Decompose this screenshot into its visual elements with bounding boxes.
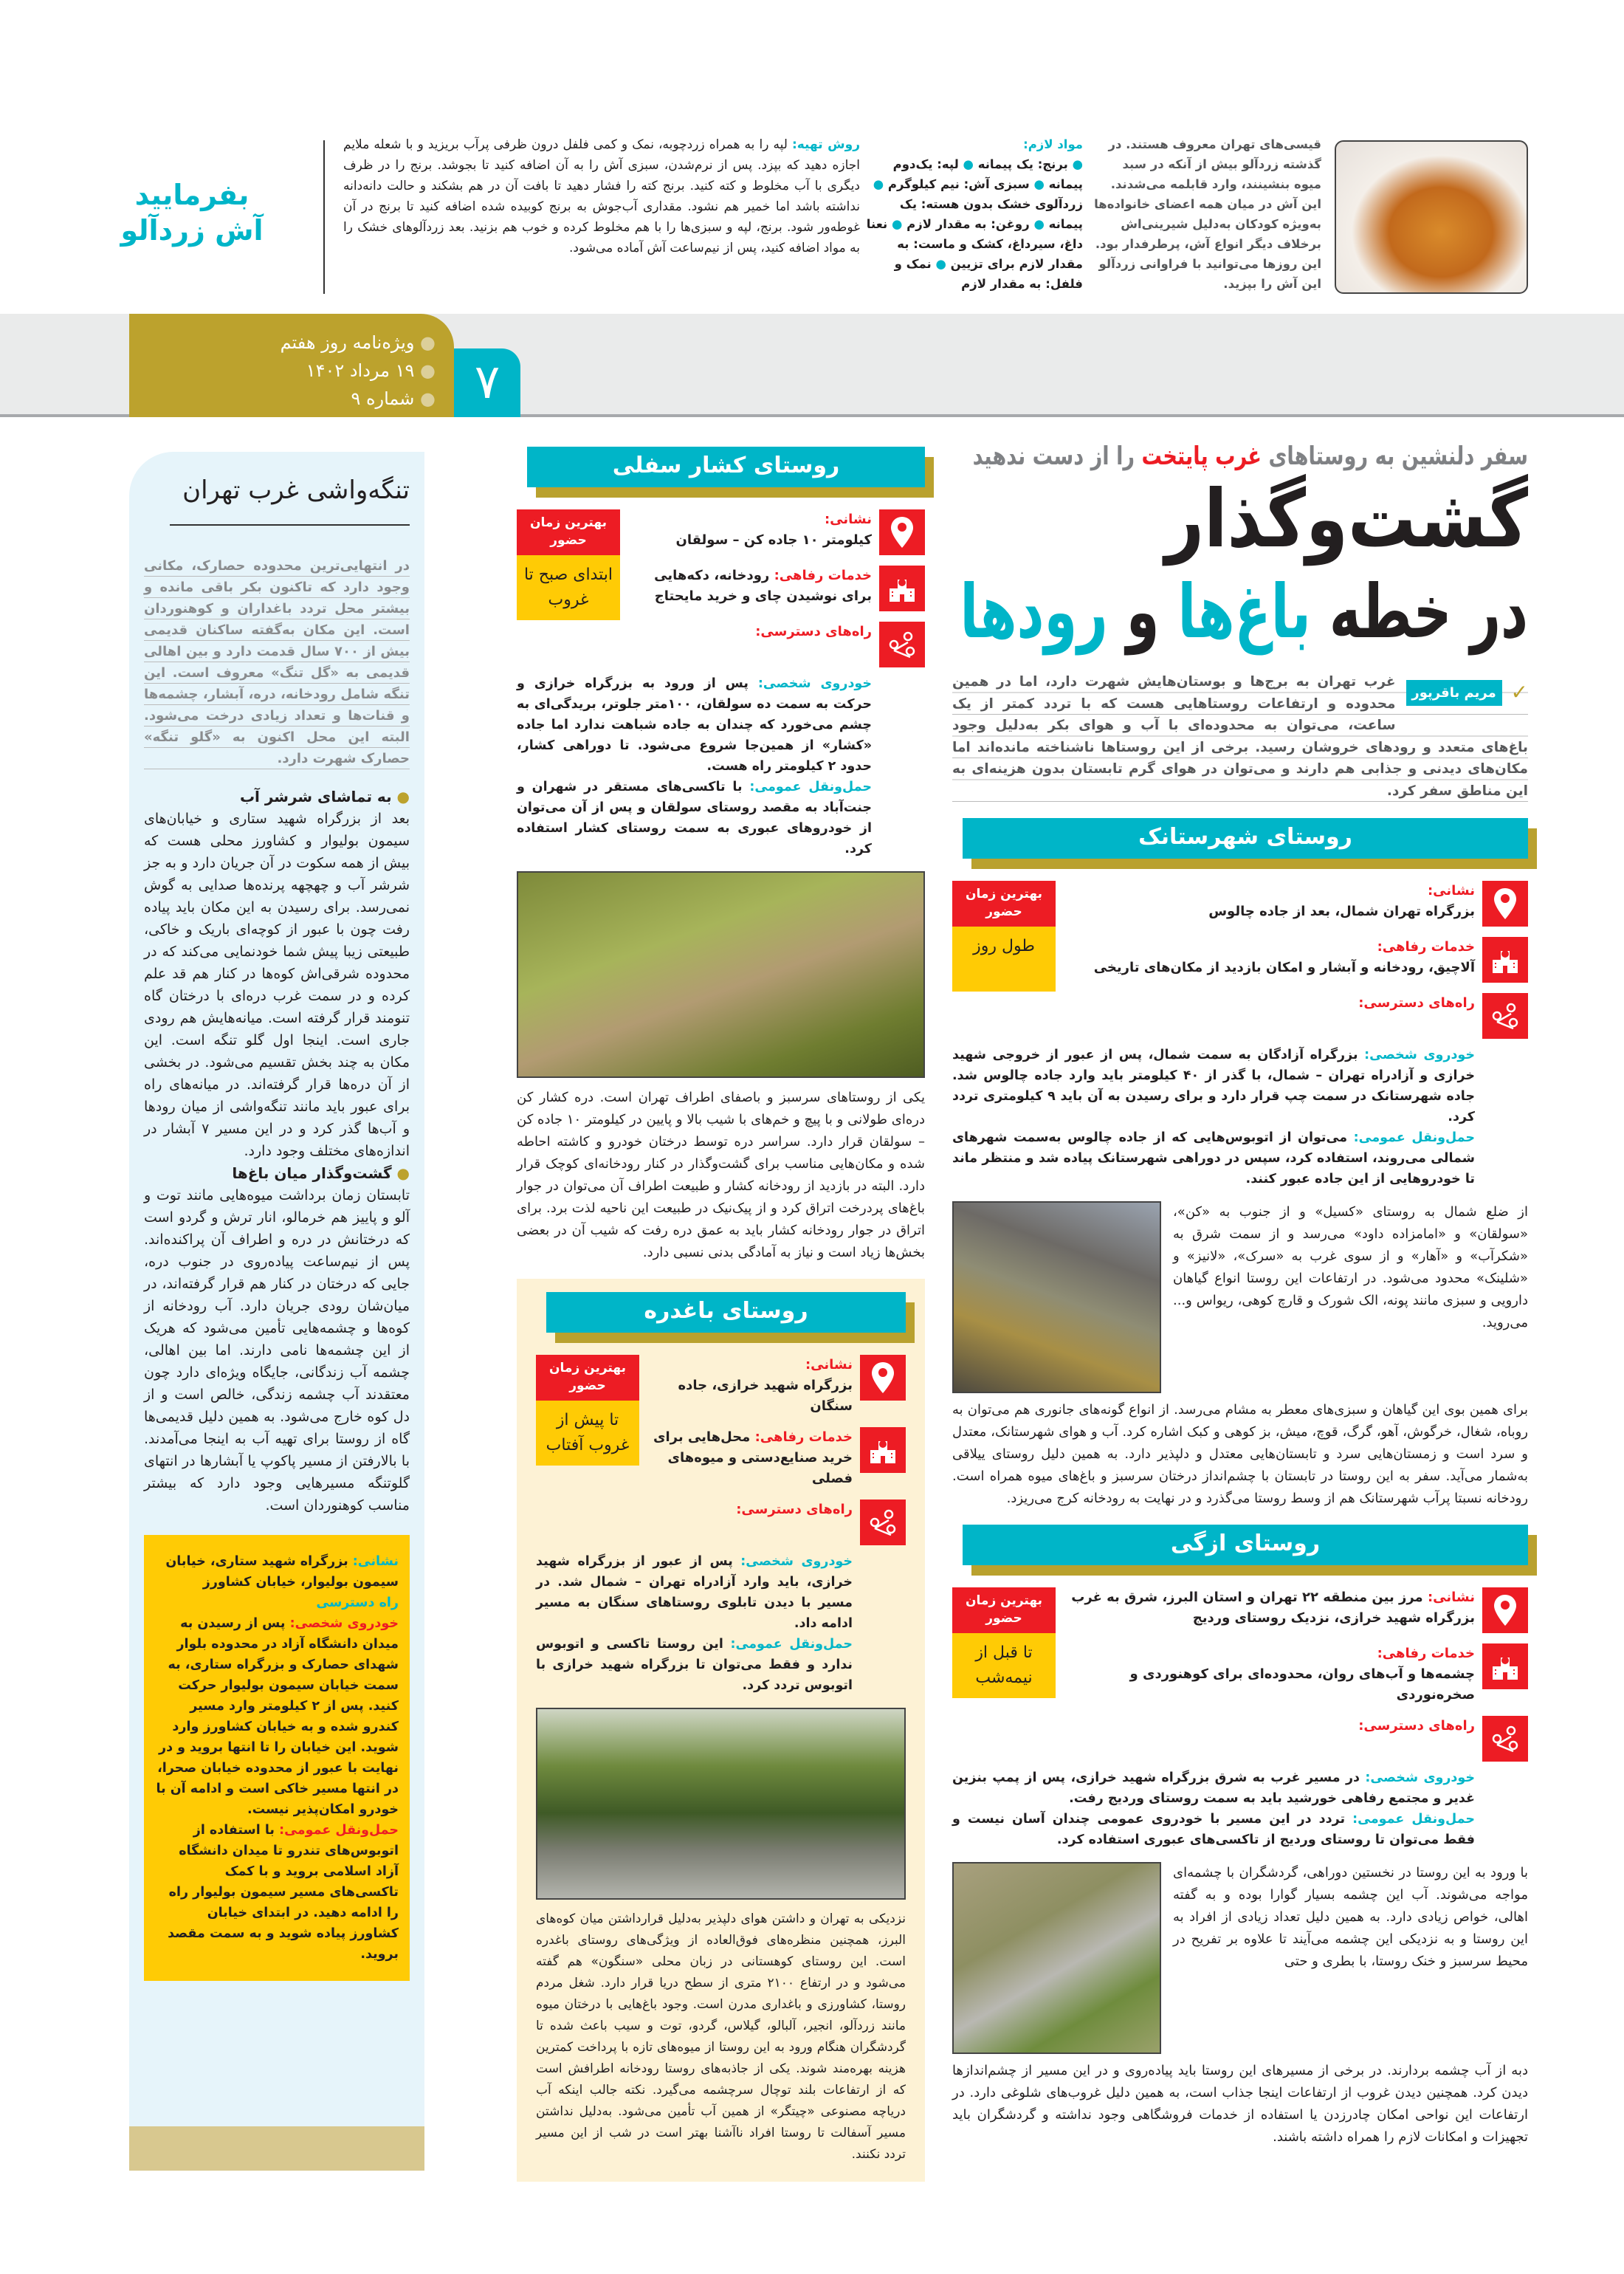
village-kashar xyxy=(517,447,925,1264)
location-pin-icon xyxy=(1482,1587,1528,1633)
sidebar-tangevashi xyxy=(129,452,424,2126)
access-label: راه‌های دسترسی: xyxy=(1358,1718,1475,1734)
building-icon xyxy=(1482,1643,1528,1689)
ingredient: زردآلوی خشک بدون هسته: یک پیمانه xyxy=(899,197,1083,231)
ingredient: لپه: یک‌دوم پیمانه xyxy=(892,157,1083,191)
info-block xyxy=(536,1355,906,1545)
intro-line: درخت می‌شود. البته این محل اکنون به «گلو xyxy=(144,708,410,745)
lead-line: روستاها ناشناخته مانده‌اند اما مکان‌های دیدنی و جذابی هم دارند و می‌توان در هوای گرم تابستان xyxy=(952,739,1528,777)
location-pin-icon xyxy=(1482,881,1528,927)
issue-date: ۱۹ مرداد ۱۴۰۲ xyxy=(306,360,415,381)
amenities-row xyxy=(630,566,925,611)
building-icon xyxy=(860,1427,906,1473)
amenities-text: آلاچیق، رودخانه و آبشار و امکان بازدید از مکان‌های تاریخی xyxy=(1093,960,1475,975)
baghdare-box xyxy=(517,1279,925,2182)
lead-line: محدوده‌ای با آب و هوای بکر به‌دلیل وجود باغ‌های متعدد و رودهای خروشان رسید. برخی از این xyxy=(952,718,1528,755)
shahrestanak-body-side: از ضلع شمال به روستای «کسیل» و از جنوب به «کن»، «سولقان» و «امامزاده داود» می‌رسد و از سمت شرق به «شکرآب» و «آهار» و از سوی غرب به «سرک»، «لانیز» و «شلینک» محدود می‌شود. در ارتفاعات این روستا انواع گیاهان دارویی و سبزی مانند پونه، الک شورک و قارچ کوهی، ریواس و... می‌روید. xyxy=(1173,1204,1528,1330)
route-icon xyxy=(1482,993,1528,1039)
recipe-intro xyxy=(1093,134,1321,294)
recipe-title-line2: آش زردآلو xyxy=(120,214,264,247)
intro-line: قدمت دارد و بین اهالی قدیمی به «گل تنگ» xyxy=(144,644,410,681)
route-icon xyxy=(1482,1716,1528,1762)
car-text: پس از ورود به بزرگراه خرازی و حرکت به سمت ده سولقان، ۱۰۰متر جلوتر، بریدگی‌ای به چشم می‌خورد که چندان به جاده شباهت ندارد اما جاده «کشار» از همین‌جا شروع می‌شود. تا دوراهی کشار، حدود ۲ کیلومتر راه هست. xyxy=(517,676,872,774)
intro-line: محل تردد باغداران و کوهنوردان است. این xyxy=(144,601,410,638)
section-title-baghdare: روستای باغدره xyxy=(546,1292,906,1333)
access-row xyxy=(630,622,925,667)
amenities-text: رودخانه، دکه‌هایی برای نوشیدن چای و خرید مایحتاج xyxy=(654,568,872,604)
photo-row xyxy=(952,1201,1528,1393)
best-time-baghdare xyxy=(536,1355,639,1466)
baghdare-photo xyxy=(536,1708,906,1900)
car-text: بزرگراه آزادگان به سمت شمال، پس از عبور از خروجی شهید خرازی و آزادراه تهران – شمال، با گذر از ۴۰ کیلومتر باید وارد جاده چالوس شد. جاده شهرستانک در سمت چپ قرار دارد و برای رسیدن به آن باید ۹ کیلومتری تردد کرد. xyxy=(952,1048,1475,1124)
car-label: خودروی شخصی: xyxy=(1364,1048,1476,1062)
access-label: راه‌های دسترسی: xyxy=(1358,995,1475,1011)
photo-row xyxy=(952,1862,1528,2054)
ingredients-label: مواد لازم: xyxy=(1023,137,1083,151)
amenities-text: محل‌هایی برای خرید صنایع‌دستی و میوه‌های فصلی xyxy=(653,1429,853,1486)
section-title-kashar: روستای کشار سفلی xyxy=(527,447,925,487)
shahrestanak-body: برای همین بوی این گیاهان و سبزی‌های معطر به مشام می‌رسد. از انواع گونه‌های جانوری هم می‌توان به روباه، شغال، خرگوش، آهو، گرگ، قوچ، میش، بز کوهی و کبک اشاره کرد. آب و هوای شهرستانک، معتدل و سرد است و زمستان‌هایی سرد و تابستان‌هایی معتدل و دلپذیر دارد. به همین دلیل روستای ییلاقی به‌شمار می‌آید. سفر به این روستا در تابستان با چشم‌انداز درختان سرسبز و باغ‌های میوه همراه است. رودخانه نسبتا پرآب شهرستانک هم از وسط روستا می‌گذرد و در نهایت به رودخانه کرج می‌ریزد. xyxy=(952,1402,1528,1506)
car-label: خودروی شخصی: xyxy=(757,676,873,691)
location-pin-icon xyxy=(860,1355,906,1401)
access-label: راه‌های دسترسی: xyxy=(736,1502,853,1517)
ingredient: روغن: به مقدار لازم xyxy=(906,217,1030,231)
amenities-text: چشمه‌ها و آب‌های روان، محدوده‌ای برای کوهنوردی و صخره‌نوردی xyxy=(1129,1666,1475,1703)
recipe-intro-text: قیسی‌های تهران معروف هستند. در گذشته زردآلو بیش از آنکه در سبد میوه بنشینند، وارد قابلمه می‌شدند. این آش در میان همه اعضای خانواده‌ها به‌ویژه کودکان به‌دلیل شیرینی‌اش برخلاف دیگر انواع آش، پرطرفدار بود. این روزها می‌توانید با فراوانی زردآلو این آش را بپزید. xyxy=(1094,137,1321,291)
best-time-value: تا پیش از غروب آفتاب xyxy=(536,1401,639,1466)
paragraph: بعد از بزرگراه شهید ستاری و خیابان‌های سیمون بولیوار و کشاورز محلی هست که بیش از همه سکوت در آن جریان دارد و به جز شرشر آب و چهچهه پرنده‌ها صدایی به گوش نمی‌رسد. برای رسیدن به این مکان باید پیاده رفت چون با عبور از کوچه‌ای باریک و خاکی، طبیعتی زیبا پیش شما خودنمایی می‌کند که در محدوده شرقی‌اش کوه‌ها در کنار هم قد علم کرده و در سمت غرب دره‌ای با درختان گاه تنومند قرار گرفته است. میانه‌هایش هم رودی جاری است. اینجا اول گلو تنگه است. این مکان به چند بخش تقسیم می‌شود. در بخشی از آن دره‌ها قرار گرفته‌اند. در میانه‌های راه برای عبور باید مانند تنگه‌واشی از میان رودها و آب‌ها گذر کرد و در این مسیر ۷ آبشار در اندازه‌های مختلف وجود دارد. xyxy=(144,811,410,1159)
access-row xyxy=(1066,993,1528,1039)
supplement-name: ویژه‌نامه روز هفتم xyxy=(280,332,415,353)
best-time-value: تا قبل از نیمه‌شب xyxy=(952,1633,1056,1698)
recipe-title xyxy=(118,177,266,248)
address-row xyxy=(630,509,925,555)
best-time-kashar xyxy=(517,509,620,620)
kicker-text: را از دست ندهید xyxy=(972,442,1142,471)
car-text: پس از عبور از بزرگراه شهید خرازی، باید وارد آزادراه تهران – شمال شد. در مسیر با دیدن تابلوی روستاهای سنگان به مسیر ادامه داد. xyxy=(536,1554,853,1631)
address-row xyxy=(1066,1587,1528,1633)
public-label: حمل‌ونقل عمومی: xyxy=(1353,1130,1475,1145)
sidebar-title: تنگه‌واشی غرب تهران xyxy=(182,475,410,505)
headline-part: در خطه xyxy=(1310,568,1528,655)
car-label: خودروی شخصی: xyxy=(740,1554,853,1569)
access-row xyxy=(650,1500,906,1545)
intro-line: معروف است. این تنگه شامل رودخانه، دره، xyxy=(144,665,410,702)
public-text: تردد در این مسیر با خودروی عمومی چندان آسان نیست و فقط می‌توان تا روستای وردیج از تاکسی‌های عبوری استفاده کرد. xyxy=(952,1812,1475,1847)
village-shahrestanak xyxy=(952,818,1528,1510)
address-label: نشانی: xyxy=(352,1554,399,1569)
section-title-shahrestanak: روستای شهرستانک xyxy=(963,818,1528,859)
address-row xyxy=(1066,881,1528,927)
kashar-photo xyxy=(517,871,925,1078)
baghdare-body: نزدیکی به تهران و داشتن هوای دلپذیر به‌دلیل قرارداشتن میان کوه‌های البرز، همچنین منظره‌های فوق‌العاده از ویژگی‌های روستای باغدره است. این روستای کوهستانی در زبان محلی «سنگون» هم گفته می‌شود و در ارتفاع ۲۱۰۰ متری از سطح دریا قرار دارد. شغل مردم روستا، کشاورزی و باغداری مدرن است. وجود باغ‌هایی با درختان میوه مانند زردآلو، انجیر، آلبالو، گیلاس، گردو، توت و سیب باعث شده تا گردشگران هنگام ورود به این روستا از میوه‌های تازه با پرداخت کمترین هزینه بهره‌مند شوند. یکی از جاذبه‌های روستا رودخانه اطرافش است که از ارتفاعات بلند توچال سرچشمه می‌گیرد. نکته جالب اینکه آب دریاچه مصنوعی «چیتگر» از همین آب تأمین می‌شود. به‌دلیل نداشتن مسیر آسفالت تا روستا افراد ناآشنا بهتر است در شب از این مسیر تردد نکنند. xyxy=(536,1911,906,2162)
ingredient: نعنا داغ، سیرداغ، کشک و ماست: به مقدار لازم برای تزیین xyxy=(866,217,1083,271)
kashar-body: یکی از روستاهای سرسبز و باصفای اطراف تهران است. دره کشار کن دره‌ای طولانی و با پیچ و خم‌های با شیب بالا و پایین در کیلومتر ۱۰ جاده کن – سولقان قرار دارد. سراسر دره توسط درختان خودرو و کاشته احاطه شده و مکان‌هایی مناسب برای گشت‌وگذار در کنار رودخانه‌ای کوچک قرار دارد. البته در بازدید از رودخانه کشار و طبیعت اطراف آن می‌توان در جوار باغ‌های پردرخت اتراق کرد و از پیک‌نیک در طبیعت این ناحیه لذت برد. برای اتراق در جوار رودخانه کشار باید به عمق دره رفت که شیب آن در بعضی بخش‌ها زیاد است و نیاز به آمادگی بدنی نسبی دارد. xyxy=(517,1090,925,1260)
divider xyxy=(170,524,410,526)
page-number: ۷ xyxy=(454,348,520,417)
access-details-shahrestanak xyxy=(952,1045,1475,1189)
car-label: خودروی شخصی: xyxy=(289,1616,399,1631)
address-label: نشانی: xyxy=(1427,1590,1475,1605)
intro-line: آبشار، چشمه‌ها و قنات‌ها و تعداد زیادی xyxy=(144,687,410,724)
address-text: بزرگراه شهید خرازی، جاده سنگان xyxy=(678,1378,853,1414)
access-details-baghdare xyxy=(536,1551,853,1696)
access-row xyxy=(1066,1716,1528,1762)
public-text: می‌توان از اتوبوس‌هایی که از جاده چالوس به‌سمت شهرهای شمالی می‌روند، استفاده کرد، سپس در دوراهی شهرستانک پیاده شد و منتظر ماند تا خودروهایی از این جاده عبور کنند. xyxy=(952,1130,1475,1186)
headline-line2 xyxy=(960,566,1528,658)
access-label: راه‌های دسترسی: xyxy=(755,624,872,639)
access-details-azgi xyxy=(952,1768,1475,1850)
intro-line: مکان به‌گفته ساکنان قدیمی بیش از ۷۰۰ سال xyxy=(144,622,410,659)
section-title-azgi: روستای ازگی xyxy=(963,1525,1528,1565)
address-label: نشانی: xyxy=(1427,883,1475,899)
car-label: خودروی شخصی: xyxy=(1365,1770,1475,1785)
method-text: لپه را به همراه زردچوبه، نمک و کمی فلفل درون ظرفی پرآب بریزید و با شعله ملایم اجازه دهید که بپزد. پس از نرم‌شدن، سبزی آش را به آن اضافه کنید تا بجوشد. برنج را در ظرف دیگری با آب مخلوط و کته کنید. برنج کته را فشار دهید تا بافت آن در هم بشکند و حالت دانه‌دانه نداشته باشد اما خمیر هم نشود. مقداری آب‌جوش به برنج کوبیده شده اضافه کنید تا برنج در آن غوطه‌ور شود. برنج، لپه و سبزی‌ها را با هم مخلوط کرده و خوب هم بزنید. بعد زردآلوهای خشک را به مواد اضافه کنید، پس از نیم‌ساعت آش آماده می‌شود. xyxy=(343,137,860,255)
best-time-value: طول روز xyxy=(952,927,1056,992)
address-label: نشانی: xyxy=(824,512,872,527)
author-tag: مریم باقرپور xyxy=(1406,680,1502,706)
check-icon: ✓ xyxy=(1510,680,1528,705)
lead-line: بدون هزینه‌ای به این مناطق سفر کرد. xyxy=(952,761,1528,799)
amenities-label: خدمات رفاهی: xyxy=(774,568,872,583)
amenities-label: خدمات رفاهی: xyxy=(1377,1646,1475,1661)
building-icon xyxy=(879,566,925,611)
public-text: این روستا تاکسی و اتوبوس ندارد و فقط می‌توان تا بزرگراه شهید خرازی با اتوبوس تردد کرد. xyxy=(536,1637,853,1693)
recipe-method xyxy=(343,134,860,258)
location-pin-icon xyxy=(879,509,925,555)
intro-line: در انتهایی‌ترین محدوده حصارک، مکانی xyxy=(144,558,410,574)
subheading: به تماشای شرشر آب xyxy=(239,788,392,805)
sidebar-wrapper xyxy=(129,452,424,2171)
best-time-label: بهترین زمان حضور xyxy=(952,1587,1056,1633)
shahrestanak-photo xyxy=(952,1201,1161,1393)
middle-column xyxy=(517,447,925,2182)
lead-paragraph xyxy=(952,671,1528,802)
amenities-row xyxy=(1066,1643,1528,1706)
sidebar-access-box xyxy=(144,1535,410,1981)
azgi-photo xyxy=(952,1862,1161,2054)
car-text: پس از رسیدن به میدان دانشگاه آزاد در محدوده بلوار شهدای حصارک و بزرگراه ستاری، به سمت خیابان سیمون بولیوار حرکت کنید. پس از ۲ کیلومتر وارد مسیر کندرو شده و به خیابان کشاورز وارد شوید. این خیابان را تا انتها بروید و در نهایت با عبور از محدوده خیابان صحرا، در انتها مسیر خاکی است و ادامه آن با خودرو امکان‌پذیر نیست. xyxy=(156,1616,399,1817)
route-icon xyxy=(879,622,925,667)
access-details-kashar xyxy=(517,673,872,859)
intro-line: وجود دارد که تاکنون بکر باقی مانده و بیشتر xyxy=(144,580,410,616)
issue-number: شماره ۹ xyxy=(351,388,415,409)
amenities-label: خدمات رفاهی: xyxy=(1377,939,1475,955)
public-text: با استفاده از اتوبوس‌های تندرو تا میدان دانشگاه آزاد اسلامی بروید و با کمک تاکسی‌های مسیر سیمون بولیوار راه را ادامه دهید. در ابتدای خیابان کشاورز پیاده شوید و به سمت مقصد بروید. xyxy=(168,1823,399,1962)
right-column xyxy=(952,439,1528,2163)
access-label: راه دسترسی xyxy=(316,1595,399,1610)
method-label: روش تهیه: xyxy=(791,137,860,152)
best-time-label: بهترین زمان حضور xyxy=(536,1355,639,1401)
public-text: با تاکسی‌های مستقر در شهران و جنت‌آباد به مقصد روستای سولقان و پس از آن می‌توان از خودروهای عبوری به سمت روستای کشار استفاده کرد. xyxy=(517,780,872,856)
sidebar-body: ● به تماشای شرشر آب بعد از بزرگراه شهید ستاری و خیابان‌های سیمون بولیوار و کشاورز محلی هست که بیش از همه سکوت در آن جریان دارد و به جز شرشر آب و چهچهه پرنده‌ها صدایی به گوش نمی‌رسد. برای رسیدن به این مکان باید پیاده رفت چون با عبور از کوچه‌ای باریک و خاکی، طبیعتی زیبا پیش شما خودنمایی می‌کند که در محدوده شرقی‌اش کوه‌ها در کنار هم قد علم کرده و در سمت غرب دره‌ای با درختان گاه تنومند قرار گرفته است. میانه‌هایش هم رودی جاری است. اینجا اول گلو تنگه است. این مکان به چند بخش تقسیم می‌شود. در بخشی از آن دره‌ها قرار گرفته‌اند. در میانه‌های راه برای عبور باید مانند تنگه‌واشی از میان رودها و آب‌ها گذر کرد و در این مسیر ۷ آبشار در اندازه‌های مختلف وجود دارد. ● گشت‌وگذار میان باغ‌ها تابستان زمان برداشت میوه‌هایی مانند توت و آلو و پاییز هم خرمالو، انار ترش و گردو است که درختانش در دره و اطراف آن پراکنده‌اند. پس از نیم‌ساعت پیاده‌روی در جنوب دره، جایی که درختان در کنار هم قرار گرفته‌اند، در میان‌شان رودی جریان دارد. آب رودخانه از کوه‌ها و چشمه‌هایی تأمین می‌شود که هریک از این چشمه‌ها نامی دارند. اما بین اهالی، چشمه آب زندگانی، جایگاه ویژه‌ای دارد چون معتقدند آب چشمه زندگی، خالص است و از دل کوه خارج می‌شود. به همین دلیل قدیمی‌ها گاه از روستا برای تهیه آب به اینجا می‌آمدند. با بالارفتن از مسیر پاکوپ یا آبشارها در انتهای گلوتنگه مسیرهایی وجود دارد که بیشتر مناسب کوهنوردان است. xyxy=(144,786,410,1516)
headline-kicker xyxy=(972,439,1528,473)
address-text: مرز بین منطقه ۲۲ تهران و استان البرز، شرق به غرب بزرگراه شهید خرازی، نزدیک روستای وردیج xyxy=(1071,1590,1475,1626)
public-label: حمل‌ونقل عمومی: xyxy=(749,780,872,794)
recipe-title-line1: بفرمایید xyxy=(134,179,250,211)
lead-line: و ارتفاعات روستاهایی هست که با تردد کمتر از یک ساعت، می‌توان به xyxy=(952,695,1396,733)
amenities-label: خدمات رفاهی: xyxy=(754,1429,853,1445)
public-label: حمل‌ونقل عمومی: xyxy=(730,1637,853,1652)
kicker-highlight: غرب پایتخت xyxy=(1141,442,1262,471)
bracket-divider xyxy=(323,140,325,294)
headline-highlight: رودها xyxy=(960,568,1108,655)
lead-line: غرب تهران به برج‌ها و بوستان‌هایش شهرت دارد، اما در همین محدوده xyxy=(952,674,1396,712)
issue-info: ● ویژه‌نامه روز هفتم ● ۱۹ مرداد ۱۴۰۲ ● شماره ۹ xyxy=(129,314,454,417)
amenities-row xyxy=(650,1427,906,1489)
best-time-label: بهترین زمان حضور xyxy=(952,881,1056,927)
ash-photo xyxy=(1335,140,1528,294)
amenities-row xyxy=(1066,937,1528,983)
public-label: حمل‌ونقل عمومی: xyxy=(279,1823,399,1838)
best-time-value: ابتدای صبح تا غروب xyxy=(517,555,620,620)
paragraph: تابستان زمان برداشت میوه‌هایی مانند توت و آلو و پاییز هم خرمالو، انار ترش و گردو است که درختانش در دره و اطراف آن پراکنده‌اند. پس از نیم‌ساعت پیاده‌روی در جنوب دره، جایی که درختان در کنار هم قرار گرفته‌اند، در میان‌شان رودی جریان دارد. آب رودخانه از کوه‌ها و چشمه‌هایی تأمین می‌شود که هریک از این چشمه‌ها نامی دارند. اما بین اهالی، چشمه آب زندگانی، جایگاه ویژه‌ای دارد چون معتقدند آب چشمه زندگی، خالص است و از دل کوه خارج می‌شود. به همین دلیل قدیمی‌ها گاه از روستا برای تهیه آب به اینجا می‌آمدند. با بالارفتن از مسیر پاکوپ یا آبشارها در انتهای گلوتنگه مسیرهایی وجود دارد که بیشتر مناسب کوهنوردان است. xyxy=(144,1187,410,1514)
best-time-shahrestanak xyxy=(952,881,1056,992)
kicker-text: سفر دلنشین به روستاهای xyxy=(1262,442,1528,471)
address-text: بزرگراه شهید ستاری، خیابان سیمون بولیوار، خیابان کشاورز xyxy=(165,1554,399,1590)
azgi-body-side: با ورود به این روستا در نخستین دوراهی، گردشگران با چشمه‌ای مواجه می‌شوند. آب این چشمه بسیار گوارا بوده و به گفته اهالی، خواص زیادی دارد. به همین دلیل تعداد زیادی از افراد به این روستا و به نزدیکی این چشمه می‌آیند تا علاوه بر تفریح در محیط سرسبز و خنک روستا، با بطری و حتی xyxy=(1173,1865,1528,1969)
subheading: گشت‌وگذار میان باغ‌ها xyxy=(232,1164,392,1182)
headline-part: و xyxy=(1107,568,1178,655)
intro-line: تنگه» حصارک شهرت دارد. xyxy=(144,729,410,766)
headline-line1: گشت‌وگذار xyxy=(1165,473,1528,566)
headline-highlight: باغ‌ها xyxy=(1177,568,1311,655)
route-icon xyxy=(860,1500,906,1545)
ingredient: سبزی آش: نیم کیلوگرم xyxy=(887,177,1030,191)
recipe-ingredients: مواد لازم: ● برنج: یک پیمانه ● لپه: یک‌دوم پیمانه ● سبزی آش: نیم کیلوگرم ● زردآلوی خشک بدون هسته: یک پیمانه ● روغن: به مقدار لازم ● نعنا داغ، سیرداغ، کشک و ماست: به مقدار لازم برای تزیین ● نمک و فلفل: به مقدار لازم xyxy=(865,134,1083,294)
village-azgi xyxy=(952,1525,1528,2148)
address-row xyxy=(650,1355,906,1417)
sidebar-intro xyxy=(144,555,410,769)
ingredient: نمک و فلفل: به مقدار لازم xyxy=(894,257,1083,291)
best-time-azgi xyxy=(952,1587,1056,1698)
address-text: بزرگراه تهران شمال، بعد از جاده چالوس xyxy=(1208,904,1475,919)
public-label: حمل‌ونقل عمومی: xyxy=(1352,1812,1475,1827)
info-block xyxy=(952,881,1528,1039)
sidebar-footer xyxy=(129,2126,424,2171)
info-block xyxy=(952,1587,1528,1762)
car-text: در مسیر غرب به شرق بزرگراه شهید خرازی، پس از پمپ بنزین غدیر و مجتمع رفاهی خورشید باید به سمت روستای وردیج رفت. xyxy=(952,1770,1475,1806)
ingredient: برنج: یک پیمانه xyxy=(977,157,1068,171)
address-text: کیلومتر ۱۰ جاده کن – سولقان xyxy=(675,532,872,548)
byline xyxy=(1406,673,1528,712)
building-icon xyxy=(1482,937,1528,983)
address-label: نشانی: xyxy=(805,1357,853,1373)
best-time-label: بهترین زمان حضور xyxy=(517,509,620,555)
azgi-body: دبه از آب چشمه بردارند. در برخی از مسیرهای این روستا باید پیاده‌روی و در این مسیر از چشم‌اندازها دیدن کرد. همچنین دیدن غروب از ارتفاعات اینجا جذاب است، به همین دلیل غروب‌های شلوغی دارد. در ارتفاعات این نواحی امکان چادرزدن یا استفاده از خدمات فروشگاهی وجود نداشته و گردشگران باید تجهیزات و امکانات لازم را همراه داشته باشند. xyxy=(952,2063,1528,2145)
info-block xyxy=(517,509,925,667)
